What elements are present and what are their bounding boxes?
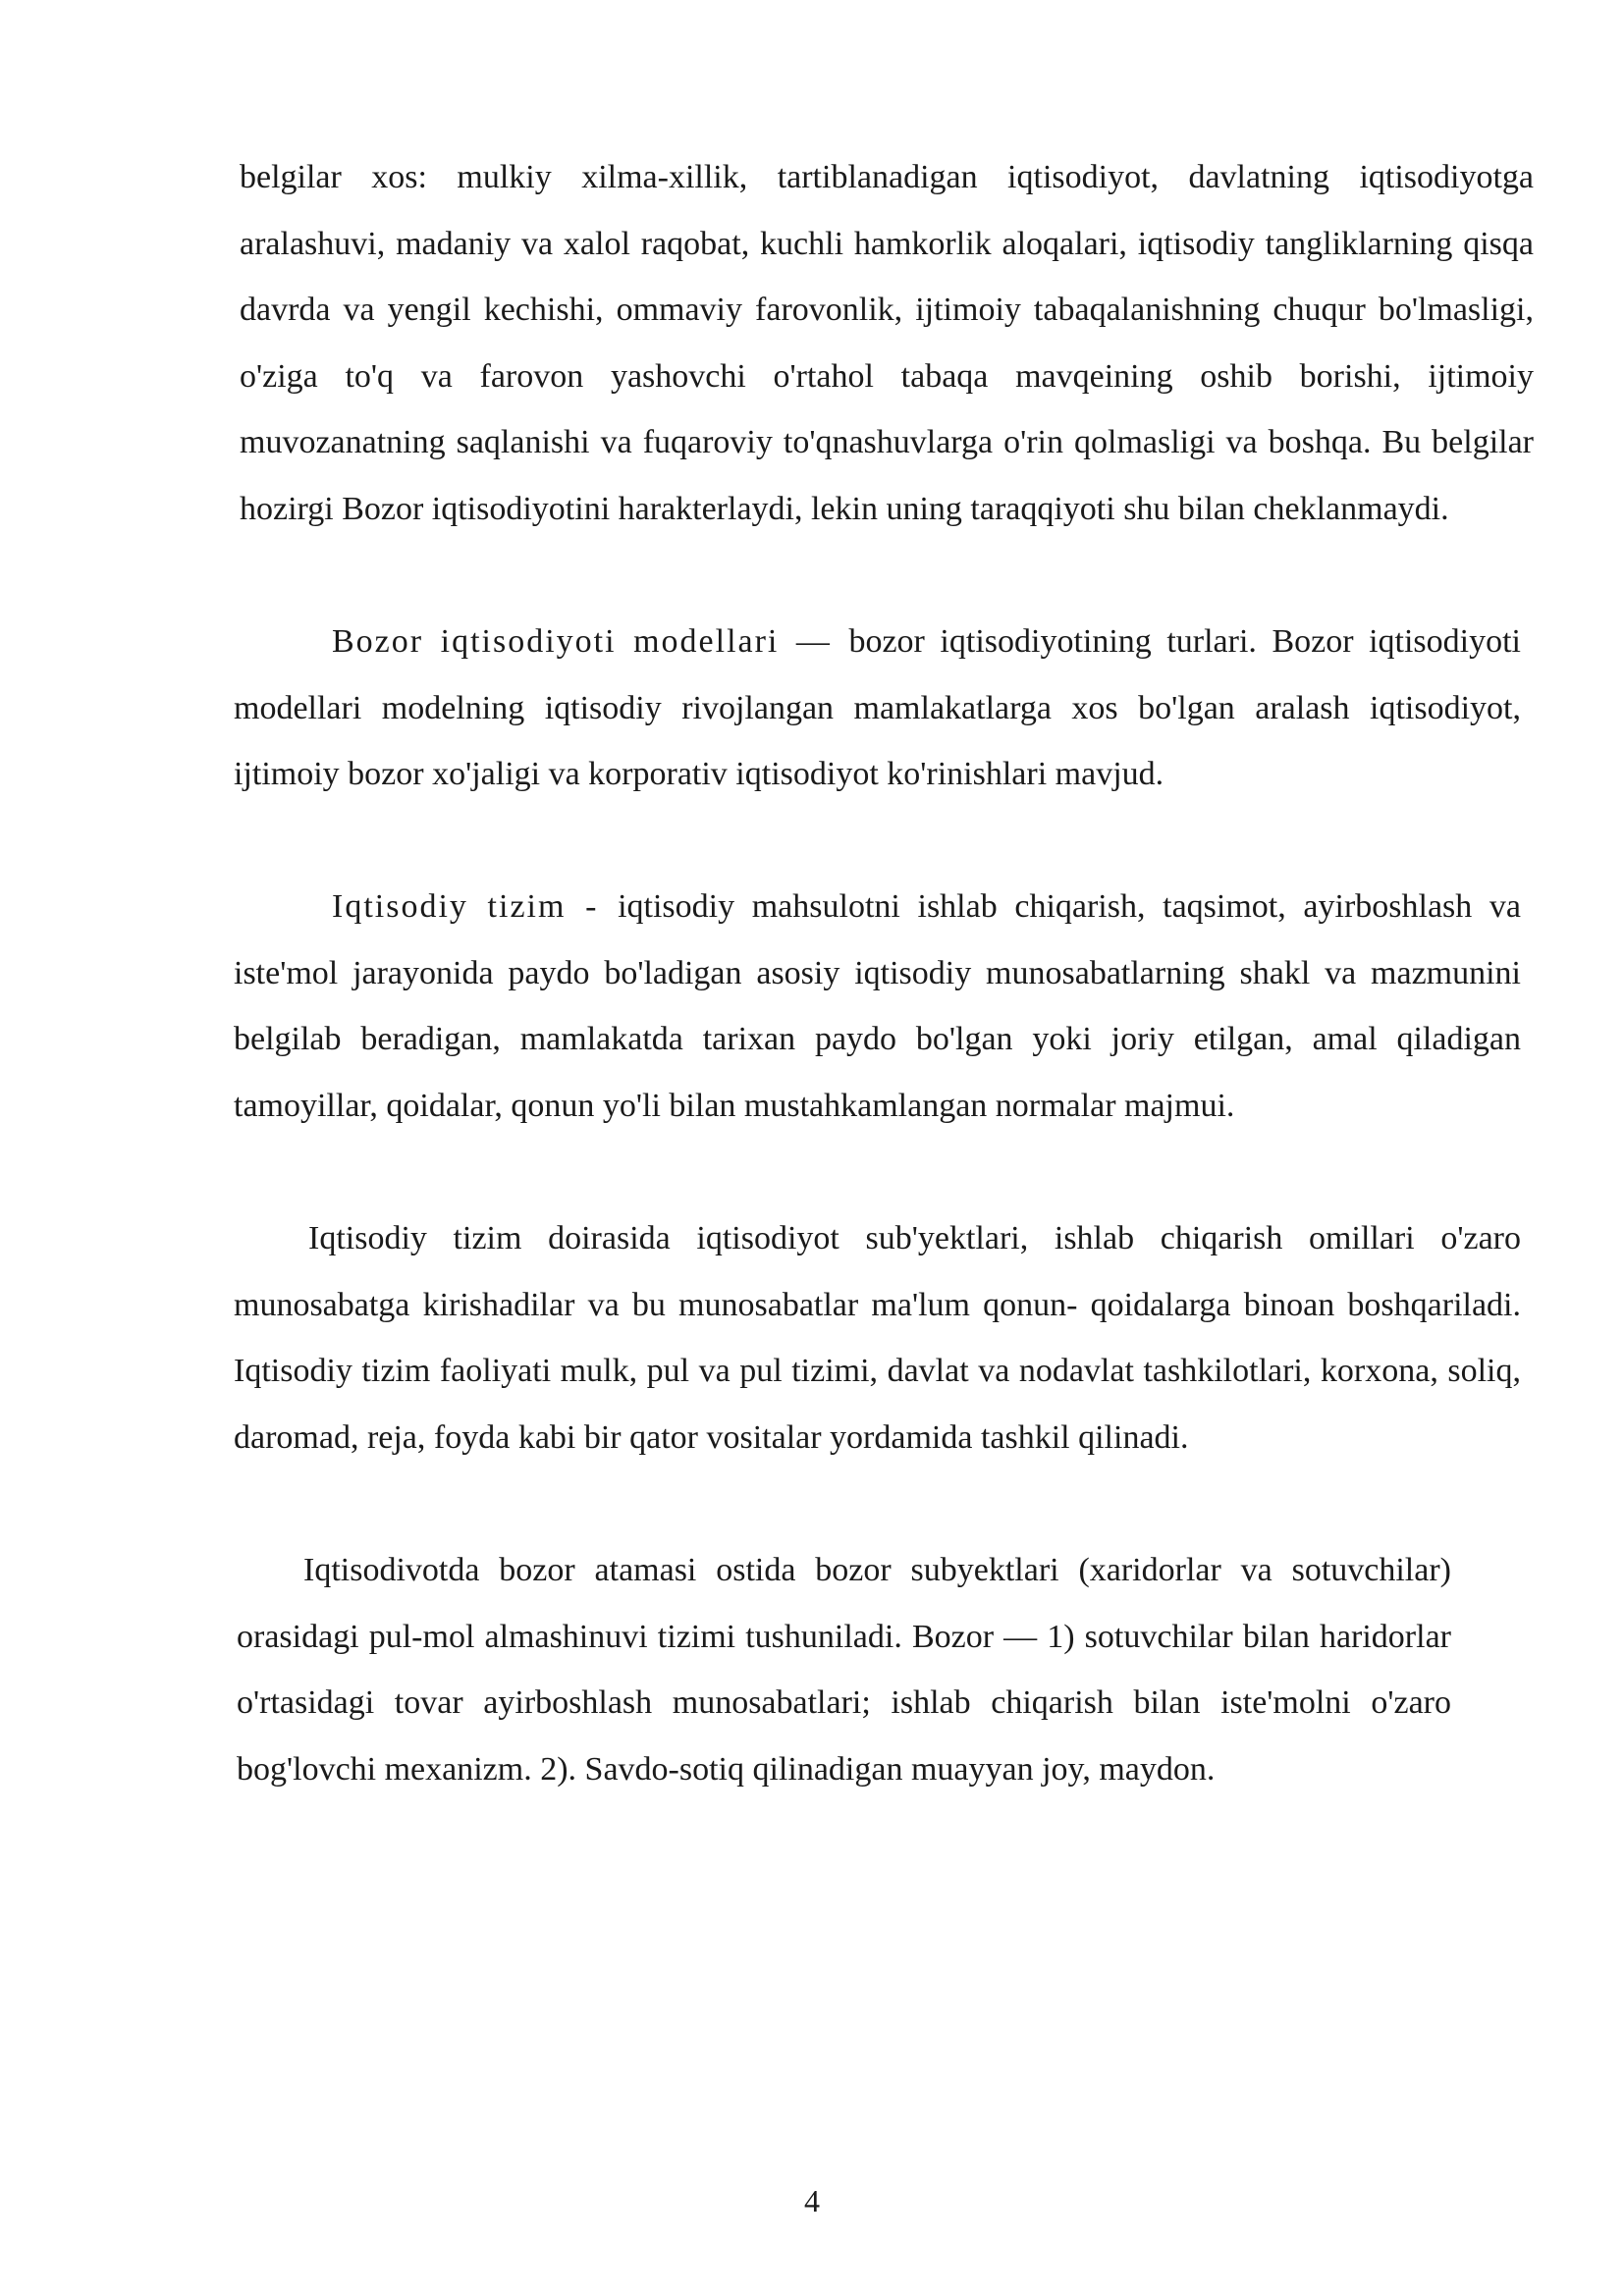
paragraph-text: belgilar xos: mulkiy xilma-xillik, tartiblanadigan iqtisodiyot, davlatning iqtisodiyotga aralashuvi, madaniy va xalol raqobat, kuchli hamkorlik aloqalari, iqtisodiy tangliklarning qisqa davrda va yengil kechishi, ommaviy farovonlik, ijtimoiy tabaqalanishning chuqur bo'lmasligi, o'ziga to'q va farovon yashovchi o'rtahol tabaqa mavqeining oshib borishi, ijtimoiy muvozanatning saqlanishi va fuqaroviy to'qnashuvlarga o'rin qolmasligi va boshqa. Bu belgilar hozirgi Bozor iqtisodiyotini harakterlaydi, lekin uning taraqqiyoti shu bilan cheklanmaydi. bbox=[240, 159, 1534, 527]
paragraph-market-economy-models bbox=[234, 609, 1521, 808]
paragraph-text: Iqtisodiy tizim doirasida iqtisodiyot sub'yektlari, ishlab chiqarish omillari o'zaro munosabatga kirishadilar va bu munosabatlar ma'lum qonun- qoidalarga binoan boshqariladi. Iqtisodiy tizim faoliyati mulk, pul va pul tizimi, davlat va nodavlat tashkilotlari, korxona, soliq, daromad, reja, foyda kabi bir qator vositalar yordamida tashkil qilinadi. bbox=[234, 1220, 1521, 1456]
paragraph-economic-system-subjects bbox=[234, 1205, 1521, 1470]
page-number: 4 bbox=[804, 2183, 820, 2218]
paragraph-market-definition bbox=[237, 1537, 1451, 1802]
paragraph-text: iqtisodiy mahsulotni ishlab chiqarish, taqsimot, ayirboshlash va iste'mol jarayonida paydo bo'ladigan asosiy iqtisodiy munosabatlarning shakl va mazmunini belgilab beradigan, mamlakatda tarixan paydo bo'lgan yoki joriy etilgan, amal qiladigan tamoyillar, qoidalar, qonun yo'li bilan mustahkamlangan normalar majmui. bbox=[234, 888, 1522, 1124]
paragraph-lead-term: Bozor iqtisodiyoti modellari — bbox=[332, 623, 849, 660]
paragraph-lead-term: Iqtisodiy tizim - bbox=[332, 888, 619, 925]
paragraph-text: Iqtisodivotda bozor atamasi ostida bozor subyektlari (xaridorlar va sotuvchilar) orasidagi pul-mol almashinuvi tizimi tushuniladi. Bozor — 1) sotuvchilar bilan haridorlar o'rtasidagi tovar ayirboshlash munosabatlari; ishlab chiqarish bilan iste'molni o'zaro bog'lovchi mexanizm. 2). Savdo-sotiq qilinadigan muayyan joy, maydon. bbox=[237, 1552, 1451, 1788]
paragraph-market-economy-features bbox=[240, 144, 1534, 542]
paragraph-economic-system-definition bbox=[234, 874, 1521, 1139]
paragraph-text: bozor iqtisodiyotining turlari. Bozor iqtisodiyoti modellari modelning iqtisodiy rivojlangan mamlakatlarga xos bo'lgan aralash iqtisodiyot, ijtimoiy bozor xo'jaligi va korporativ iqtisodiyot ko'rinishlari mavjud. bbox=[234, 623, 1521, 792]
